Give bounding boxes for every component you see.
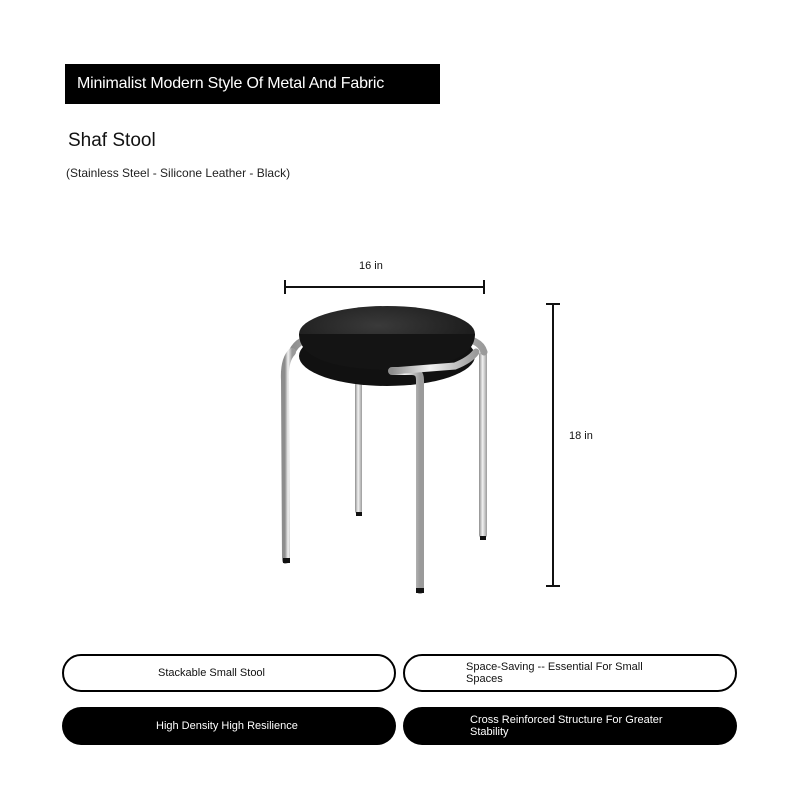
stool-leg-back-left — [355, 382, 362, 514]
stool-seat — [299, 306, 475, 386]
feature-label: Stackable Small Stool — [158, 667, 265, 679]
feature-label: High Density High Resilience — [156, 720, 298, 732]
feature-pill-space-saving — [403, 654, 737, 692]
feature-pill-high-density — [62, 707, 396, 745]
height-dimension-line — [546, 304, 560, 586]
stool-leg-back-right — [479, 352, 487, 538]
feature-pill-stackable — [62, 654, 396, 692]
product-variant: (Stainless Steel - Silicone Leather - Black) — [66, 166, 291, 180]
feature-label: Space-Saving -- Essential For Small Spaces — [466, 661, 643, 685]
product-title: Shaf Stool — [68, 130, 156, 151]
width-label: 16 in — [359, 260, 383, 272]
stool-leg-front-left — [285, 352, 292, 560]
feature-pill-cross-reinforced — [403, 707, 737, 745]
feature-label: Cross Reinforced Structure For Greater Stability — [470, 714, 663, 738]
width-dimension-line — [285, 280, 484, 294]
height-label: 18 in — [569, 430, 593, 442]
banner-text: Minimalist Modern Style Of Metal And Fabric — [77, 75, 385, 92]
